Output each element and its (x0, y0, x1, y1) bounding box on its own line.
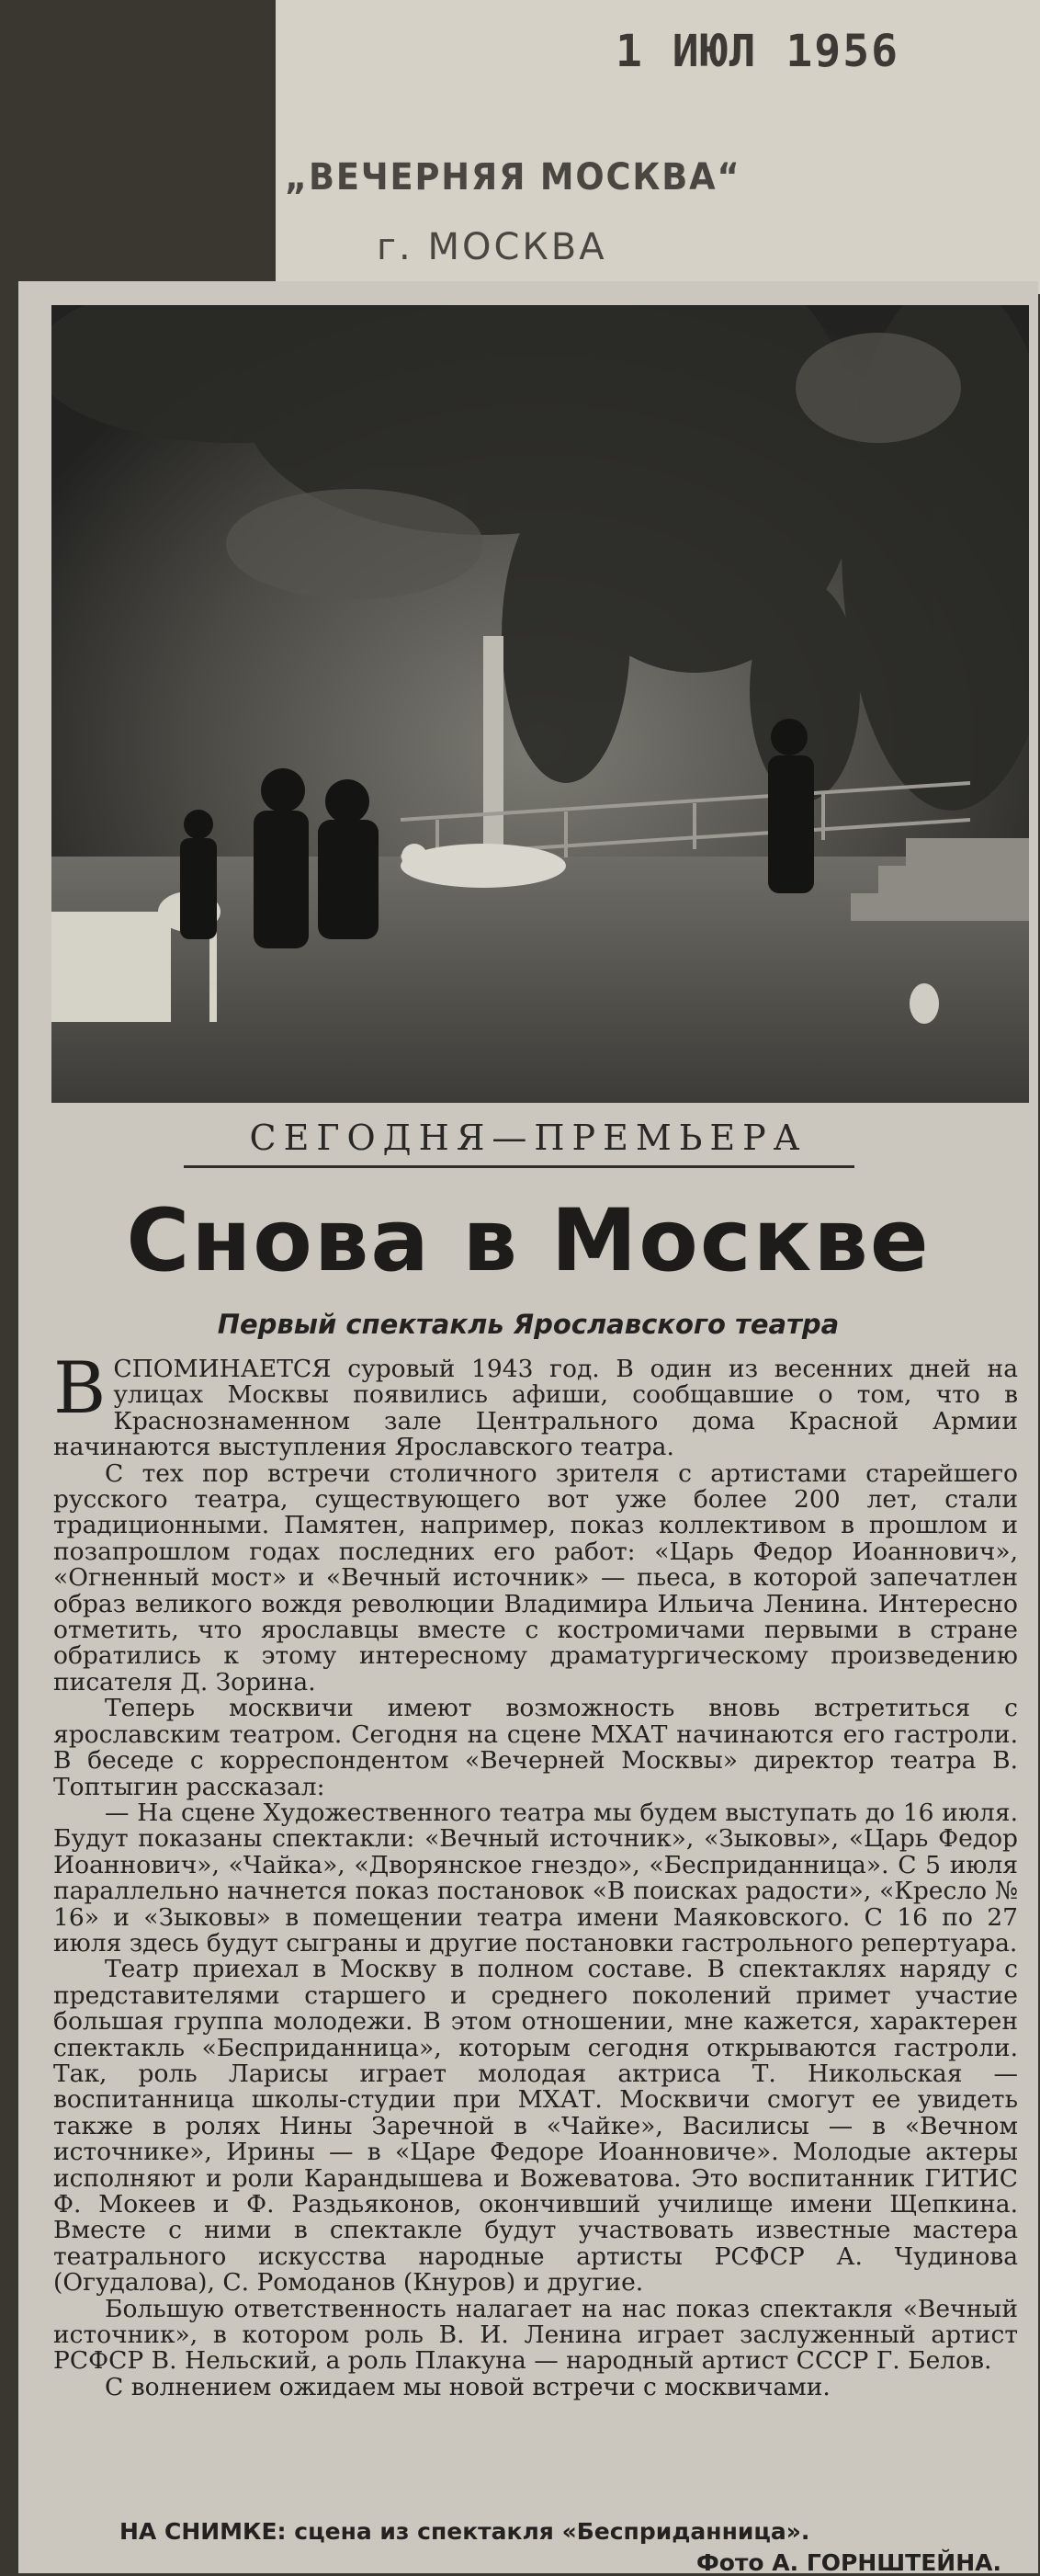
article-paragraph: С тех пор встречи столичного зрителя с артистами старейшего русского театра, существующего вот уже более 200 лет, стали традиционными. Памятен, например, показ коллективом в прошлом и позапрошлом годах последних его работ: «Царь Федор Иоаннович», «Огненный мост» и «Вечный источник» — пьеса, в которой запечатлен образ великого вождя революции Владимира Ильича Ленина. Интересно отметить, что ярославцы вместе с костромичами первыми в стране обратились к этому интересному драматургическому произведению писателя Д. Зорина. (53, 1458, 1018, 1697)
stage-photo (51, 305, 1029, 1103)
article-headline: Снова в Москве (126, 1191, 931, 1291)
article-subtitle: Первый спектакль Ярославского театра (217, 1309, 840, 1340)
article-paragraph: Теперь москвичи имеют возможность вновь встретиться с ярославским театром. Сегодня на сцене МХАТ начинаются его гастроли. В беседе с корреспондентом «Вечерней Москвы» директор театра В. Топтыгин рассказал: (53, 1694, 1018, 1801)
stage-scene-image (51, 305, 1029, 1103)
kicker-rule (184, 1165, 854, 1168)
article-kicker: СЕГОДНЯ—ПРЕМЬЕРА (249, 1118, 808, 1158)
article-paragraph: Большую ответственность налагает на нас показ спектакля «Вечный источник», в котором роль В. И. Ленина играет заслуженный артист РСФСР В. Нельский, а роль Плакуна — народный артист СССР Г. Белов. (53, 2294, 1018, 2376)
photo-credit: Фото А. ГОРНШТЕЙНА. (695, 2549, 1001, 2576)
article-body (53, 1347, 1018, 2401)
article-paragraph: — На сцене Художественного театра мы будем выступать до 16 июля. Будут показаны спектакли: «Вечный источник», «Зыковы», «Царь Федор Иоаннович», «Чайка», «Дворянское гнездо», «Бесприданница». С 5 июля параллельно начнется показ постановок «В поисках радости», «Кресло № 16» и «Зыковы» в помещении театра имени Маяковского. С 16 по 27 июля здесь будут сыграны и другие постановки гастрольного репертуара. (53, 1798, 1018, 1958)
stamp-newspaper-name: „ВЕЧЕРНЯЯ МОСКВА“ (285, 156, 741, 199)
stamp-date: 1 ИЮЛ 1956 (616, 26, 899, 77)
article-paragraph: Театр приехал в Москву в полном составе. В спектаклях наряду с представителями старшего и среднего поколений примет участие большая группа молодежи. В этом отношении, мне кажется, характерен спектакль «Бесприданница», которым сегодня открываются гастроли. Так, роль Ларисы играет молодая актриса Т. Никольская — воспитанница школы-студии при МХАТ. Москвичи смогут ее увидеть также в ролях Нины Заречной в «Чайке», Василисы — в «Вечном источнике», Ирины — в «Царе Федоре Иоанновиче». Молодые актеры исполняют и роли Карандышева и Вожеватова. Это воспитанник ГИТИС Ф. Мокеев и Ф. Раздьяконов, окончивший училище имени Щепкина. Вместе с ними в спектакле будут участвовать известные мастера театрального искусства народные артисты РСФСР А. Чудинова (Огудалова), С. Ромоданов (Кнуров) и другие. (53, 1955, 1018, 2298)
article-paragraph: С волнением ожидаем мы новой встречи с москвичами. (105, 2372, 831, 2401)
newspaper-clipping (18, 281, 1038, 2576)
stamp-city: г. МОСКВА (377, 226, 607, 268)
drop-cap: В (53, 1347, 107, 1430)
photo-caption: НА СНИМКЕ: сцена из спектакля «Бесприданница». (119, 2518, 810, 2545)
article-paragraph: ВСПОМИНАЕТСЯ суровый 1943 год. В один из весенних дней на улицах Москвы появились афиши, сообщавшие о том, что в Краснознаменном зале Центрального дома Красной Армии начинаются выступления Ярославского театра. (53, 1347, 1018, 1462)
